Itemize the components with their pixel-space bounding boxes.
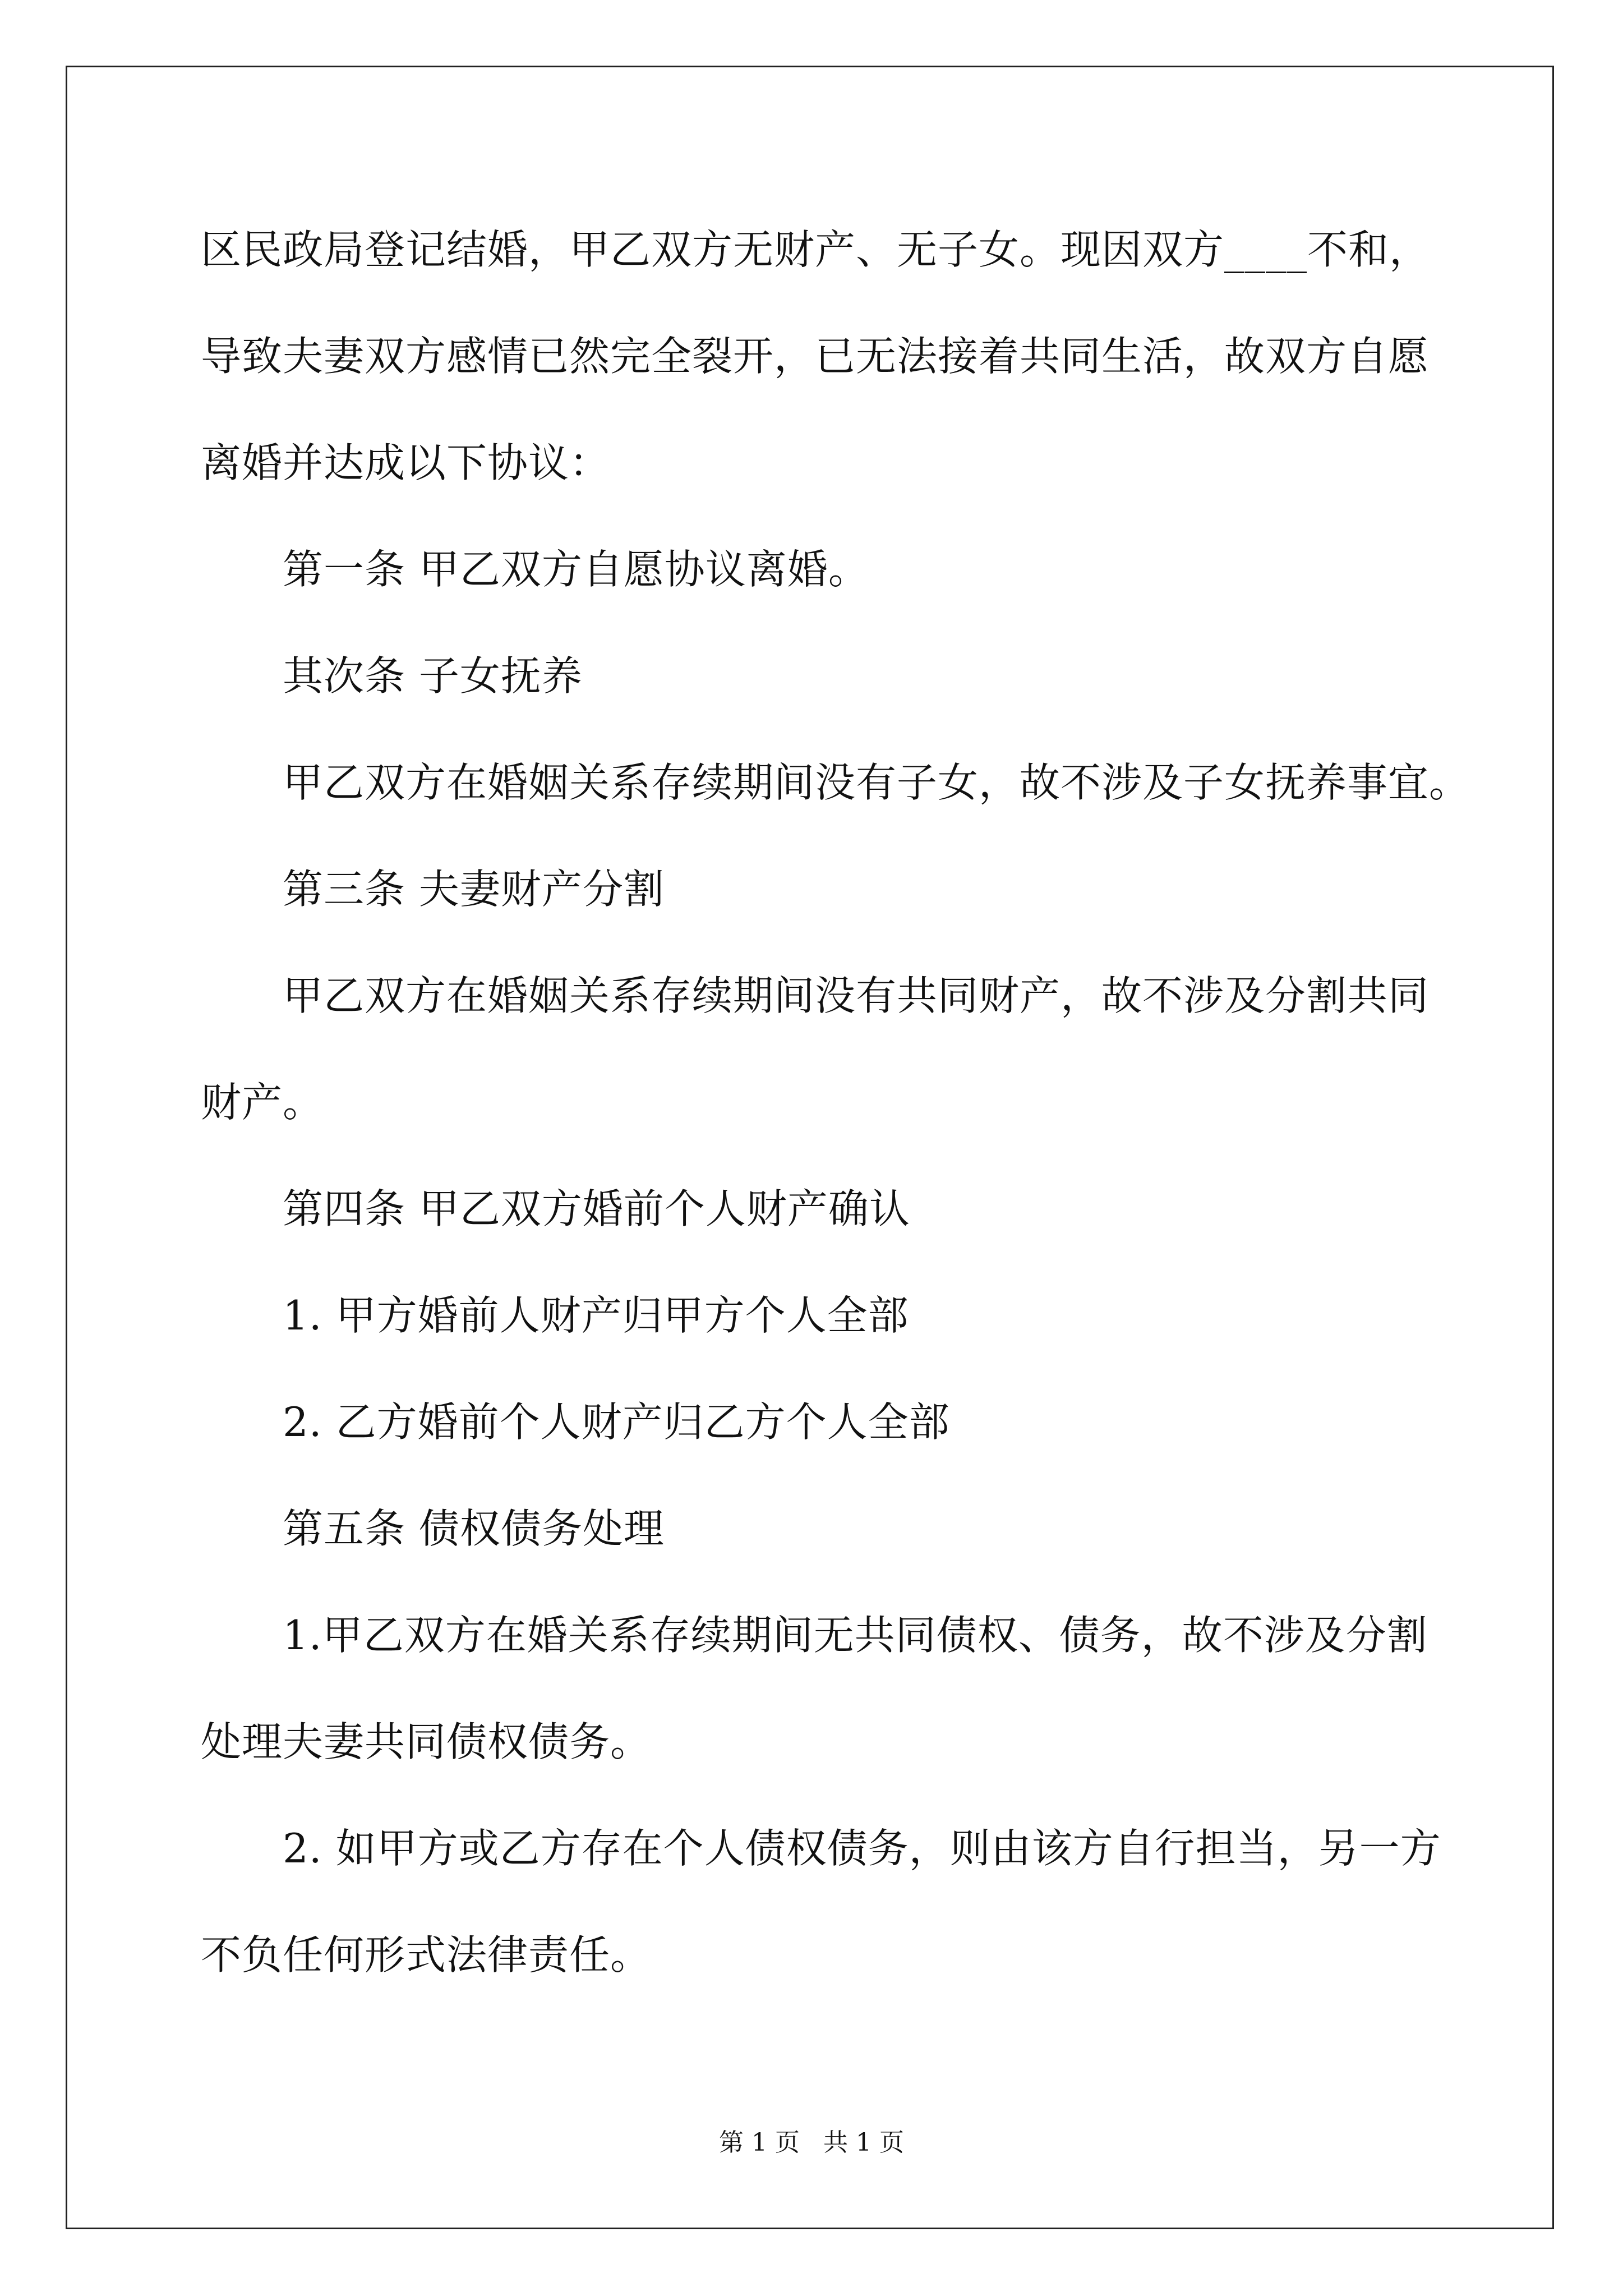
text-line: 处理夫妻共同债权债务。 — [201, 1718, 652, 1765]
article-heading: 第一条 甲乙双方自愿协议离婚。 — [283, 546, 869, 593]
article-heading: 第四条 甲乙双方婚前个人财产确认 — [283, 1185, 910, 1232]
text-line: 甲乙双方在婚姻关系存续期间没有共同财产，故不涉及分割共同 — [283, 972, 1430, 1019]
list-item: 1.甲乙双方在婚关系存续期间无共同债权、债务，故不涉及分割 — [283, 1612, 1428, 1659]
text-line: 财产。 — [201, 1079, 324, 1126]
article-heading: 第三条 夫妻财产分割 — [283, 866, 665, 913]
article-heading: 其次条 子女抚养 — [283, 652, 583, 700]
text-line: 甲乙双方在婚姻关系存续期间没有子女，故不涉及子女抚养事宜。 — [283, 759, 1470, 806]
page-border — [66, 66, 1554, 2229]
text-line: 导致夫妻双方感情已然完全裂开，已无法接着共同生活，故双方自愿 — [201, 333, 1430, 380]
list-item: 1. 甲方婚前人财产归甲方个人全部 — [283, 1292, 909, 1339]
text-line: 区民政局登记结婚，甲乙双方无财产、无子女。现因双方____不和， — [201, 226, 1431, 273]
text-line: 不负任何形式法律责任。 — [201, 1931, 652, 1978]
list-item: 2. 乙方婚前个人财产归乙方个人全部 — [283, 1398, 950, 1446]
page-footer: 第 1 页 共 1 页 — [719, 2128, 904, 2157]
article-heading: 第五条 债权债务处理 — [283, 1505, 665, 1552]
text-line: 离婚并达成以下协议： — [201, 439, 611, 486]
list-item: 2. 如甲方或乙方存在个人债权债务，则由该方自行担当，另一方 — [283, 1825, 1441, 1872]
